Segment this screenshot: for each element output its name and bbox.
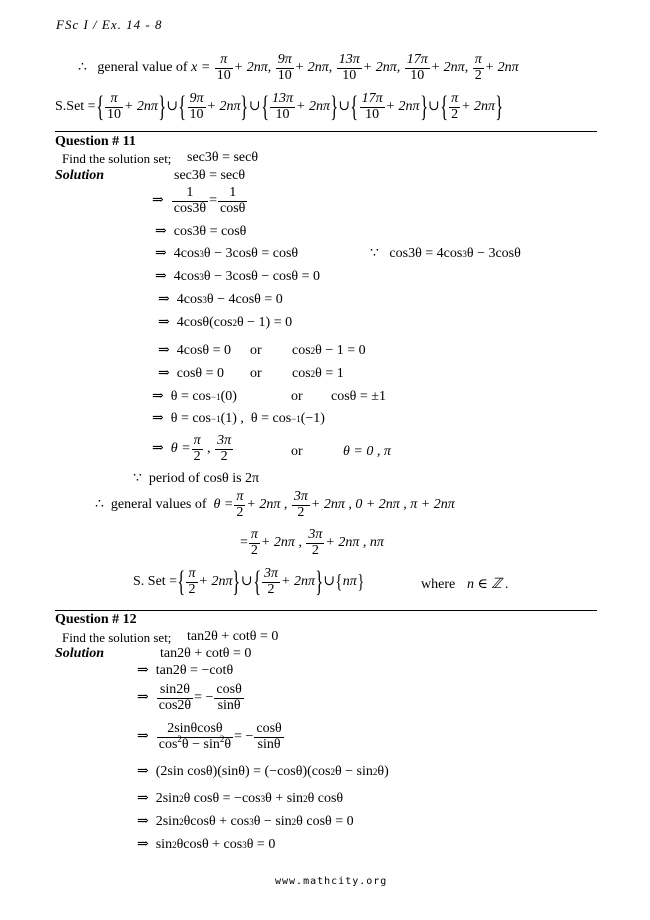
solution-step: ⇒ θ = cos −1 (0): [152, 389, 237, 404]
fraction: $\frac{2\sin\theta\cos\theta}{\cos^2\theta - \sin^2\theta}$: [158, 721, 232, 752]
solution-set-line: S. Set = { $\frac{\pi}{2}$ + 2nπ } ∪ { $\frac{3\pi}{2}$ + 2nπ } ∪ { nπ }: [133, 565, 364, 599]
implies-symbol: ⇒: [152, 411, 164, 426]
question-title: Question # 12: [55, 612, 137, 627]
question-title: Question # 11: [55, 134, 136, 149]
page-header: FSc I / Ex. 14 - 8: [56, 17, 163, 32]
implies-symbol: ⇒: [137, 837, 149, 852]
implies-symbol: ⇒: [158, 315, 170, 330]
plus-2npi: + 2nπ: [123, 99, 158, 115]
or-word: or: [291, 444, 303, 459]
left-brace: {: [260, 90, 269, 124]
fraction: $\frac{1}{\cos\theta}$: [220, 185, 246, 216]
therefore-symbol: ∴: [78, 60, 87, 76]
solution-step: sec3θ = secθ: [174, 168, 246, 183]
solution-step-alt: cosθ = ±1: [331, 389, 386, 404]
union-symbol: ∪: [248, 99, 261, 115]
implies-symbol: ⇒: [137, 791, 149, 806]
fraction: $\frac{\pi}{2}$: [474, 52, 482, 83]
implies-symbol: ⇒: [155, 224, 167, 239]
implies-symbol: ⇒: [158, 292, 170, 307]
implies-symbol: ⇒: [137, 764, 149, 779]
implies-symbol: ⇒: [152, 193, 164, 209]
left-brace: {: [95, 90, 104, 124]
solution-step: ⇒ $\frac{\sin 2\theta}{\cos 2\theta}$ = − $\frac{\cos\theta}{\sin\theta}$: [137, 682, 242, 713]
solution-step: ⇒ $\frac{2\sin\theta\cos\theta}{\cos^2\theta - \sin^2\theta}$ = − $\frac{\cos\theta}{\sin\theta}$: [137, 721, 282, 752]
solution-step: ⇒ cos3θ = cosθ: [155, 224, 247, 239]
union-symbol: ∪: [338, 99, 351, 115]
solution-step-alt: θ = 0 , π: [343, 444, 391, 459]
implies-symbol: ⇒: [155, 246, 167, 261]
general-values-line: ∴ general values of θ = $\frac{\pi}{2}$ + 2nπ , $\frac{3\pi}{2}$ + 2nπ , 0 + 2nπ , π + 2nπ: [95, 489, 455, 520]
right-brace: }: [158, 90, 167, 124]
fraction: $\frac{9\pi}{10}$: [189, 91, 204, 122]
reason-note: ∵ cos3θ = 4cos 3 θ − 3cosθ: [370, 246, 521, 261]
general-values-line: = $\frac{\pi}{2}$ + 2nπ , $\frac{3\pi}{2}$ + 2nπ , nπ: [240, 527, 384, 558]
solution-step: ⇒ 4cos 3 θ − 4cosθ = 0: [158, 292, 283, 307]
solution-step: ⇒ 4cosθ = 0: [158, 343, 231, 358]
implies-symbol: ⇒: [152, 441, 164, 457]
implies-symbol: ⇒: [137, 814, 149, 829]
x-equals: x =: [191, 60, 211, 76]
solution-step-alt: cos 2 θ = 1: [292, 366, 344, 381]
union-symbol: ∪: [240, 574, 253, 590]
fraction: $\frac{9\pi}{10}$: [277, 52, 292, 83]
implies-symbol: ⇒: [137, 729, 149, 745]
term-tail: + 2nπ,: [430, 60, 469, 76]
solution-step: ⇒ cosθ = 0: [158, 366, 224, 381]
fraction: $\frac{\pi}{2}$: [451, 91, 459, 122]
general-value-line: [78, 53, 519, 83]
solution-step: tan2θ + cotθ = 0: [160, 646, 252, 661]
left-brace: {: [335, 571, 343, 594]
fraction: $\frac{\pi}{2}$: [193, 433, 201, 464]
question-equation: sec3θ = secθ: [187, 150, 259, 165]
because-symbol: ∵: [370, 246, 379, 261]
fraction: $\frac{\sin 2\theta}{\cos 2\theta}$: [158, 682, 192, 713]
right-brace: }: [315, 565, 324, 599]
where-word: where: [421, 577, 456, 592]
sset-label: S.Set =: [55, 99, 96, 115]
implies-symbol: ⇒: [152, 389, 164, 404]
left-brace: {: [177, 565, 186, 599]
plus-2npi: + 2nπ: [461, 99, 496, 115]
fraction: $\frac{\cos\theta}{\sin\theta}$: [256, 721, 282, 752]
implies-symbol: ⇒: [155, 269, 167, 284]
section-divider: [55, 610, 597, 611]
right-brace: }: [330, 90, 339, 124]
left-brace: {: [350, 90, 359, 124]
solution-step: ⇒ sin 2 θcosθ + cos 3 θ = 0: [137, 837, 276, 852]
implies-symbol: ⇒: [158, 343, 170, 358]
page-footer[interactable]: www.mathcity.org: [275, 876, 388, 887]
left-brace: {: [178, 90, 187, 124]
solution-step: ⇒ θ = cos −1 (1) , θ = cos −1 (−1): [152, 411, 325, 426]
solution-step: ⇒ 2sin 2 θcosθ + cos 3 θ − sin 2 θ cosθ = 0: [137, 814, 354, 829]
right-brace: }: [232, 565, 241, 599]
solution-step: ⇒ θ = $\frac{\pi}{2}$ , $\frac{3\pi}{2}$: [152, 433, 232, 464]
solution-step: ⇒ 4cos 3 θ − 3cosθ − cosθ = 0: [155, 269, 321, 284]
term-tail: + 2nπ,: [233, 60, 272, 76]
fraction: $\frac{13\pi}{10}$: [272, 91, 294, 122]
term-tail: + 2nπ,: [294, 60, 333, 76]
fraction: $\frac{\pi}{10}$: [216, 52, 231, 83]
union-symbol: ∪: [323, 574, 336, 590]
term-tail: + 2nπ,: [362, 60, 401, 76]
term-tail: + 2nπ: [484, 60, 519, 76]
fraction: $\frac{3\pi}{2}$: [217, 433, 232, 464]
union-symbol: ∪: [166, 99, 179, 115]
solution-set-line: [55, 92, 503, 122]
solution-step: ⇒ 2sin 2 θ cosθ = −cos 3 θ + sin 2 θ cosθ: [137, 791, 344, 806]
union-symbol: ∪: [427, 99, 440, 115]
implies-symbol: ⇒: [137, 663, 149, 678]
plus-2npi: + 2nπ: [385, 99, 420, 115]
solution-step-alt: cos 2 θ − 1 = 0: [292, 343, 366, 358]
right-brace: }: [357, 571, 364, 594]
question-equation: tan2θ + cotθ = 0: [187, 629, 279, 644]
right-brace: }: [240, 90, 249, 124]
solution-step: ⇒ 4cos 3 θ − 3cosθ = cosθ: [155, 246, 299, 261]
solution-label: Solution: [55, 168, 105, 183]
plus-2npi: + 2nπ: [296, 99, 331, 115]
solution-step: ⇒ $\frac{1}{\cos 3\theta}$ = $\frac{1}{\cos\theta}$: [152, 185, 246, 216]
question-prompt: Find the solution set;: [62, 630, 172, 645]
or-word: or: [291, 389, 303, 404]
fraction: $\frac{\pi}{2}$: [188, 566, 196, 597]
implies-symbol: ⇒: [137, 690, 149, 706]
period-note: ∵ period of cosθ is 2π: [133, 471, 260, 486]
solution-step: ⇒ (2sin cosθ)(sinθ) = (−cosθ)(cos 2 θ − sin 2 θ): [137, 764, 389, 779]
solution-step: ⇒ tan2θ = −cotθ: [137, 663, 234, 678]
section-divider: [55, 131, 597, 132]
fraction: $\frac{3\pi}{2}$: [308, 527, 323, 558]
fraction: $\frac{\pi}{2}$: [236, 489, 244, 520]
domain-condition: n ∈ ℤ .: [467, 577, 509, 592]
therefore-symbol: ∴: [95, 497, 104, 513]
right-brace: }: [495, 90, 504, 124]
right-brace: }: [419, 90, 428, 124]
because-symbol: ∵: [133, 471, 142, 486]
general-value-label: general value of: [97, 60, 188, 76]
fraction: $\frac{17\pi}{10}$: [361, 91, 383, 122]
or-word: or: [250, 366, 262, 381]
fraction: $\frac{\cos\theta}{\sin\theta}$: [216, 682, 242, 713]
fraction: $\frac{3\pi}{2}$: [264, 566, 279, 597]
or-word: or: [250, 343, 262, 358]
left-brace: {: [252, 565, 261, 599]
sset-label: S. Set =: [133, 574, 178, 590]
question-prompt: Find the solution set;: [62, 151, 172, 166]
fraction: $\frac{\pi}{10}$: [106, 91, 121, 122]
fraction: $\frac{3\pi}{2}$: [293, 489, 308, 520]
general-values-label: general values of: [110, 497, 207, 513]
fraction: $\frac{1}{\cos 3\theta}$: [173, 185, 207, 216]
fraction: $\frac{13\pi}{10}$: [338, 52, 360, 83]
solution-label: Solution: [55, 646, 105, 661]
fraction: $\frac{\pi}{2}$: [250, 527, 258, 558]
solution-step: ⇒ 4cosθ(cos 2 θ − 1) = 0: [158, 315, 293, 330]
implies-symbol: ⇒: [158, 366, 170, 381]
fraction: $\frac{17\pi}{10}$: [406, 52, 428, 83]
plus-2npi: + 2nπ: [206, 99, 241, 115]
left-brace: {: [439, 90, 448, 124]
